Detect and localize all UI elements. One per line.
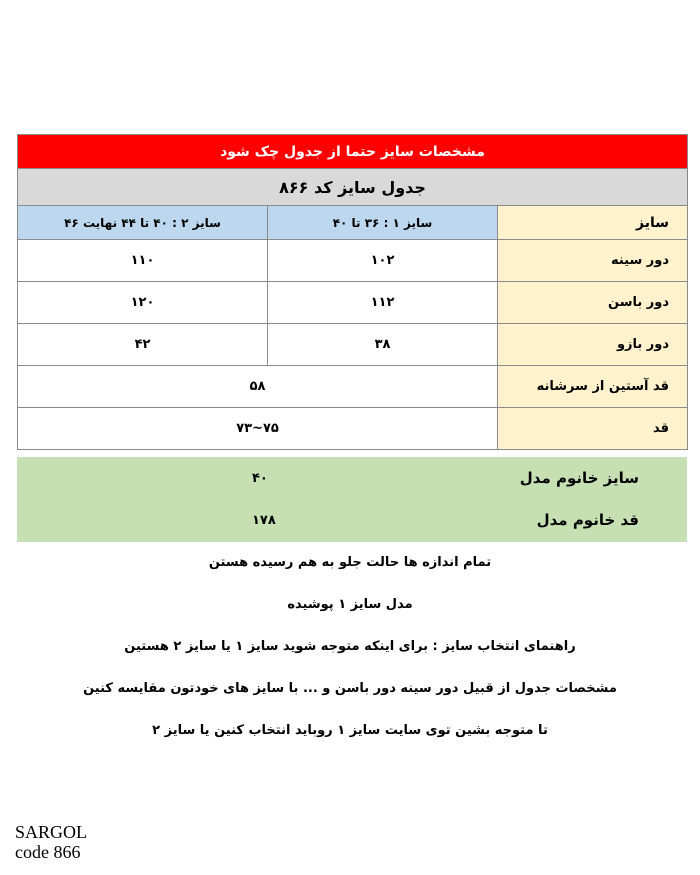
table-row xyxy=(18,324,688,366)
row-label: دور بازو xyxy=(498,324,688,366)
table-row xyxy=(18,282,688,324)
model-info-block xyxy=(17,457,687,542)
table-row-merged xyxy=(18,408,688,450)
footer-brand: SARGOL xyxy=(15,822,88,842)
note-line: راهنمای انتخاب سایز : برای اینکه متوجه شوید سایز ۱ یا سایز ۲ هستین xyxy=(124,639,576,654)
note-line: تا متوجه بشین توی سایت سایز ۱ روباید انتخاب کنین یا سایز ۲ xyxy=(152,723,548,738)
model-height-label: قد خانوم مدل xyxy=(536,511,639,529)
notes-section xyxy=(0,548,700,758)
header-size-label: سایز xyxy=(498,206,688,240)
model-height-row xyxy=(17,499,687,541)
model-height-value: ۱۷۸ xyxy=(252,512,276,528)
table-subtitle: جدول سایز کد ۸۶۶ xyxy=(18,169,688,206)
row-label: دور سینه xyxy=(498,240,688,282)
model-size-label: سایز خانوم مدل xyxy=(519,469,639,487)
row-size-1-value: ۳۸ xyxy=(268,324,498,366)
row-size-2-value: ۴۲ xyxy=(18,324,268,366)
size-table xyxy=(17,134,688,450)
table-header-row xyxy=(18,206,688,240)
table-title: مشخصات سایز حتما از جدول چک شود xyxy=(18,135,688,169)
model-size-row xyxy=(17,457,687,499)
row-merged-value: ۵۸ xyxy=(18,366,498,408)
footer xyxy=(15,822,87,862)
row-size-1-value: ۱۱۲ xyxy=(268,282,498,324)
table-subtitle-row xyxy=(18,169,688,206)
note-line: تمام اندازه ها حالت جلو به هم رسیده هستن xyxy=(208,555,492,570)
note-line: مدل سایز ۱ پوشیده xyxy=(287,597,413,612)
model-size-value: ۴۰ xyxy=(252,470,268,486)
row-label: دور باسن xyxy=(498,282,688,324)
row-size-1-value: ۱۰۲ xyxy=(268,240,498,282)
row-size-2-value: ۱۲۰ xyxy=(18,282,268,324)
row-size-2-value: ۱۱۰ xyxy=(18,240,268,282)
row-label: قد xyxy=(498,408,688,450)
table-title-row xyxy=(18,135,688,169)
table-row xyxy=(18,240,688,282)
row-label: قد آستین از سرشانه xyxy=(498,366,688,408)
table-row-merged xyxy=(18,366,688,408)
footer-code: code 866 xyxy=(15,842,81,862)
note-line: مشخصات جدول از قبیل دور سینه دور باسن و ... با سایز های خودتون مقایسه کنین xyxy=(83,681,617,696)
header-size-2: سایز ۲ : ۴۰ تا ۴۴ نهایت ۴۶ xyxy=(18,206,268,240)
row-merged-value: ۷۵~۷۳ xyxy=(18,408,498,450)
header-size-1: سایز ۱ : ۳۶ تا ۴۰ xyxy=(268,206,498,240)
